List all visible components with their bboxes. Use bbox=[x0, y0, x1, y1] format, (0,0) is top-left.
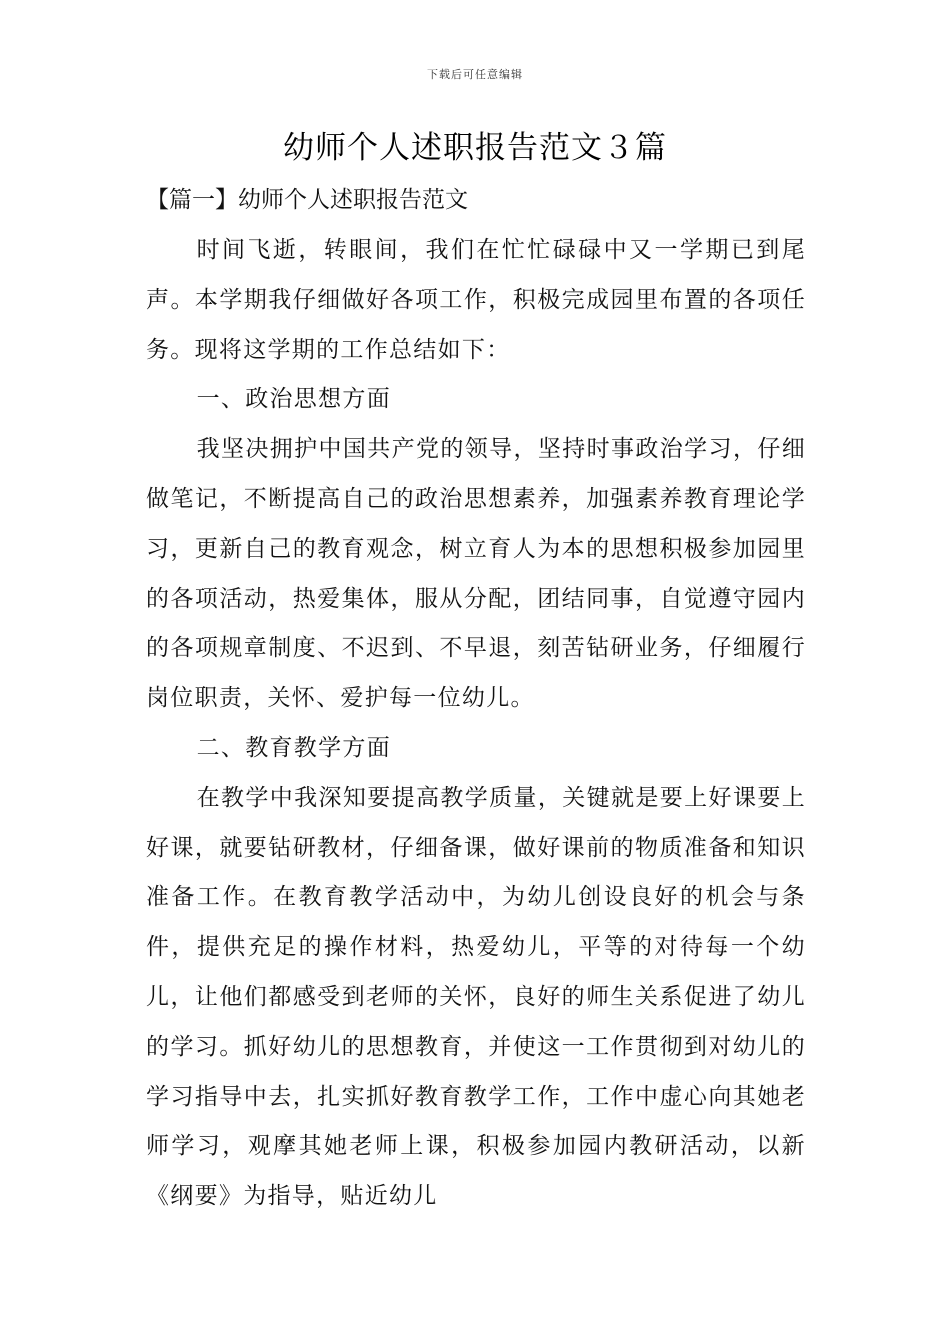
education-teaching-paragraph: 在教学中我深知要提高教学质量，关键就是要上好课要上好课，就要钻研教材，仔细备课，做好课前的物质准备和知识准备工作。在教育教学活动中，为幼儿创设良好的机会与条件，提供充足的操作材料，热爱幼儿，平等的对待每一个幼儿，让他们都感受到老师的关怀，良好的师生关系促进了幼儿的学习。抓好幼儿的思想教育，并使这一工作贯彻到对幼儿的学习指导中去，扎实抓好教育教学工作，工作中虚心向其她老师学习，观摩其她老师上课，积极参加园内教研活动，以新《纲要》为指导，贴近幼儿 bbox=[146, 784, 806, 1210]
subheading-education-teaching: 二、教育教学方面 bbox=[196, 734, 391, 761]
intro-paragraph: 时间飞逝，转眼间，我们在忙忙碌碌中又一学期已到尾声。本学期我仔细做好各项工作，积极完成园里布置的各项任务。现将这学期的工作总结如下： bbox=[146, 237, 806, 363]
document-body bbox=[146, 226, 806, 1222]
header-note: 下载后可任意编辑 bbox=[427, 68, 523, 81]
document-title: 幼师个人述职报告范文３篇 bbox=[283, 130, 667, 166]
political-thought-paragraph: 我坚决拥护中国共产党的领导，坚持时事政治学习，仔细做笔记，不断提高自己的政治思想素养，加强素养教育理论学习，更新自己的教育观念，树立育人为本的思想积极参加园里的各项活动，热爱集体，服从分配，团结同事，自觉遵守园内的各项规章制度、不迟到、不早退，刻苦钻研业务，仔细履行岗位职责，关怀、爱护每一位幼儿。 bbox=[146, 436, 806, 712]
subheading-political-thought: 一、政治思想方面 bbox=[196, 386, 391, 413]
section-heading: 【篇一】幼师个人述职报告范文 bbox=[146, 187, 468, 213]
